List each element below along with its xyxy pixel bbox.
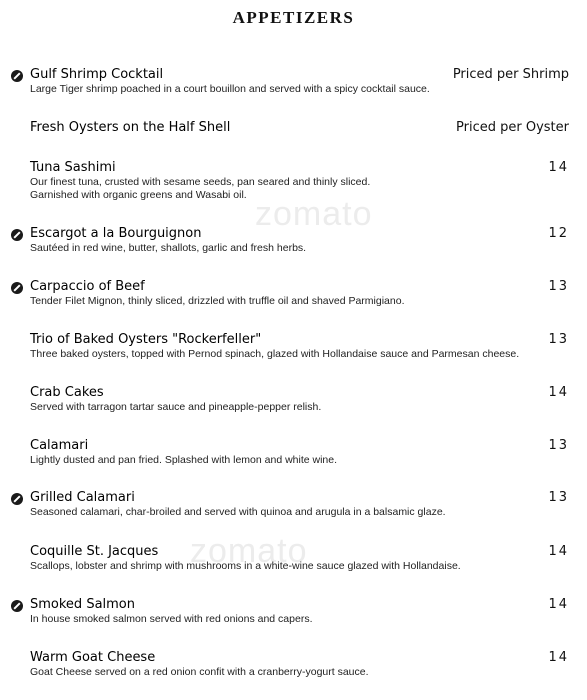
- menu-item-name: Escargot a la Bourguignon: [30, 226, 202, 241]
- menu-item-price: 13: [548, 438, 569, 453]
- description-line: In house smoked salmon served with red onions and capers.: [30, 613, 313, 625]
- fork-knife-icon: [11, 493, 23, 505]
- description-line: Goat Cheese served on a red onion confit with a cranberry-yogurt sauce.: [30, 666, 369, 678]
- menu-item-price: 14: [548, 544, 569, 559]
- menu-item-name: Trio of Baked Oysters "Rockerfeller": [30, 332, 262, 347]
- description-line: Garnished with organic greens and Wasabi oil.: [30, 188, 247, 201]
- menu-item-price: Priced per Shrimp: [452, 67, 569, 82]
- menu-item-price: 13: [548, 279, 569, 294]
- description-line: Sautéed in red wine, butter, shallots, garlic and fresh herbs.: [30, 242, 307, 254]
- menu-item-name: Crab Cakes: [30, 385, 104, 400]
- menu-item-price: 13: [548, 332, 569, 347]
- menu-item-price: 14: [548, 597, 569, 612]
- menu-item-price: 12: [548, 226, 569, 241]
- menu-item-description: [30, 242, 560, 255]
- fork-knife-icon: [11, 70, 23, 82]
- watermark: zomato: [255, 195, 373, 233]
- menu-item-description: [30, 176, 560, 201]
- menu-item-description: [30, 348, 560, 361]
- menu-item-price: Priced per Oyster: [456, 120, 569, 135]
- watermark: zomato: [190, 532, 308, 570]
- menu-item-name: Carpaccio of Beef: [30, 279, 145, 294]
- menu-item-description: [30, 401, 560, 414]
- description-line: Seasoned calamari, char-broiled and served with quinoa and arugula in a balsamic glaze.: [30, 506, 446, 518]
- fork-knife-icon: [11, 282, 23, 294]
- description-line: Lightly dusted and pan fried. Splashed with lemon and white wine.: [30, 454, 338, 466]
- menu-item-price: 14: [548, 650, 569, 665]
- description-line: Tender Filet Mignon, thinly sliced, drizzled with truffle oil and shaved Parmigiano.: [30, 295, 405, 307]
- description-line: Scallops, lobster and shrimp with mushrooms in a white-wine sauce glazed with Hollandaise.: [30, 560, 461, 572]
- menu-item-name: Grilled Calamari: [30, 490, 135, 505]
- menu-item-name: Smoked Salmon: [30, 597, 136, 612]
- menu-item-description: [30, 506, 560, 519]
- fork-knife-icon: [11, 600, 23, 612]
- menu-item-description: [30, 666, 560, 679]
- description-line: Our finest tuna, crusted with sesame seeds, pan seared and thinly sliced.: [30, 176, 371, 188]
- menu-item-description: [30, 454, 560, 467]
- menu-item-description: [30, 560, 560, 573]
- fork-knife-icon: [11, 229, 23, 241]
- menu-item-name: Calamari: [30, 438, 89, 453]
- description-line: Served with tarragon tartar sauce and pineapple-pepper relish.: [30, 401, 322, 413]
- menu-item-description: [30, 295, 560, 308]
- description-line: Three baked oysters, topped with Pernod spinach, glazed with Hollandaise sauce and Parmesan cheese.: [30, 348, 520, 360]
- menu-item-name: Fresh Oysters on the Half Shell: [30, 120, 231, 135]
- menu-item-name: Warm Goat Cheese: [30, 650, 156, 665]
- menu-item-description: [30, 613, 560, 626]
- menu-item-name: Gulf Shrimp Cocktail: [30, 67, 164, 82]
- menu-item-price: 14: [548, 160, 569, 175]
- menu-item-name: Coquille St. Jacques: [30, 544, 159, 559]
- menu-item-price: 14: [548, 385, 569, 400]
- menu-item-name: Tuna Sashimi: [30, 160, 116, 175]
- menu-item-description: [30, 83, 560, 96]
- menu-title: APPETIZERS: [232, 8, 355, 27]
- menu-item-price: 13: [548, 490, 569, 505]
- description-line: Large Tiger shrimp poached in a court bouillon and served with a spicy cocktail sauce.: [30, 83, 430, 95]
